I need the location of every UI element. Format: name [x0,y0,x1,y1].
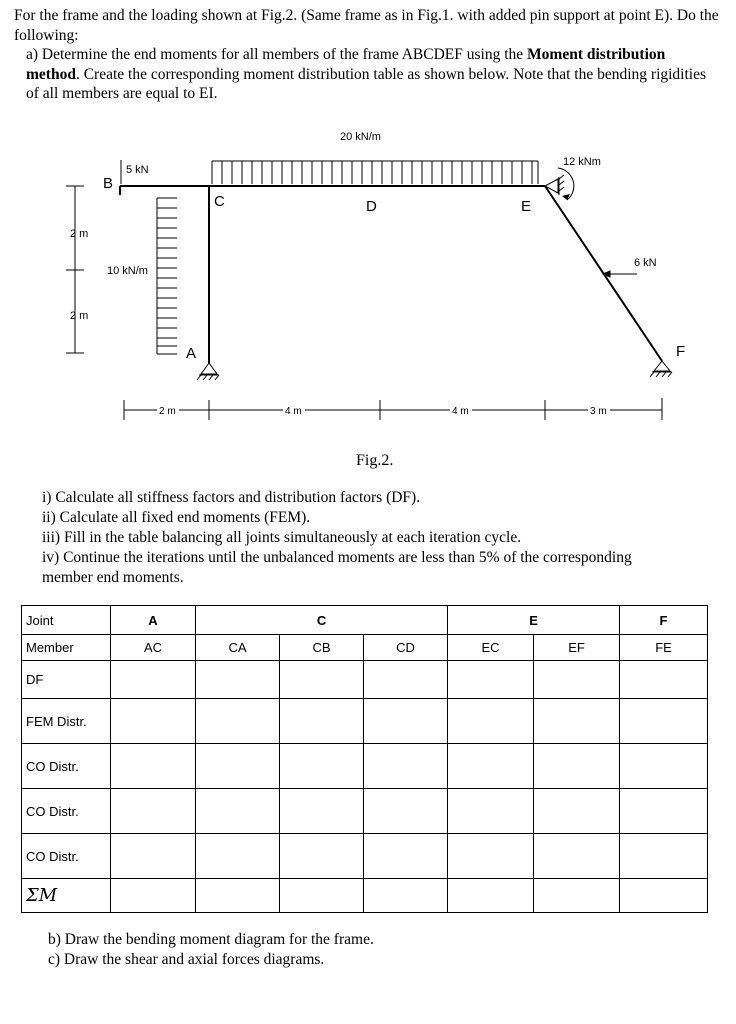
table-row [22,661,708,699]
vertical-dimension [66,186,84,353]
joint-row [22,606,708,635]
table-cell[interactable] [620,879,708,913]
moment-distribution-table [21,605,708,913]
figure-caption: Fig.2. [356,452,394,469]
table-cell[interactable] [280,879,364,913]
table-cell[interactable] [196,744,280,789]
node-label-a: A [186,345,197,362]
table-cell[interactable] [364,834,448,879]
table-cell[interactable] [448,699,534,744]
part-a-rest: . Create the corresponding moment distribution table as shown below. Note that the bending rigidities of all members are equal to EI. [26,65,707,102]
table-cell[interactable] [196,834,280,879]
joint-f: F [620,606,708,635]
label-10kn: 10 kN/m [107,265,148,277]
table-cell[interactable] [196,789,280,834]
part-a-text: a) Determine the end moments for all members of the frame ABCDEF using the [26,46,528,63]
table-cell[interactable] [111,699,196,744]
node-label-e: E [521,198,532,215]
table-cell[interactable] [534,789,620,834]
table-cell[interactable] [111,744,196,789]
part-a [14,45,722,104]
udl-top [212,161,538,184]
table-cell[interactable] [448,789,534,834]
table-cell[interactable] [448,879,534,913]
remaining-tasks [48,930,688,970]
table-cell[interactable] [111,661,196,699]
row-label-fem: FEM Distr. [22,699,111,744]
row-label-co2: CO Distr. [22,789,111,834]
table-cell[interactable] [620,699,708,744]
horizontal-dimension [124,398,662,420]
member-ac: AC [111,635,196,661]
table-cell[interactable] [280,789,364,834]
pin-support-f [650,361,672,377]
table-row [22,744,708,789]
frame-members [120,186,662,363]
label-12knm: 12 kNm [563,156,601,168]
node-label-c: C [214,193,225,210]
row-label-sum: ΣM [22,879,111,913]
task-item: b) Draw the bending moment diagram for the frame. [48,931,374,948]
member-cb: CB [280,635,364,661]
table-cell[interactable] [534,879,620,913]
table-cell[interactable] [280,744,364,789]
dim-label-h3: 4 m [452,406,469,417]
udl-left [157,198,177,354]
frame-figure [0,120,736,480]
table-cell[interactable] [620,834,708,879]
table-cell[interactable] [111,879,196,913]
point-load-6kn [603,271,637,277]
joint-c: C [196,606,448,635]
label-5kn: 5 kN [126,164,149,176]
table-cell[interactable] [364,661,448,699]
instruction-item: i) Calculate all stiffness factors and distribution factors (DF). [42,489,421,506]
row-label-co3: CO Distr. [22,834,111,879]
table-cell[interactable] [196,661,280,699]
table-cell[interactable] [448,834,534,879]
node-label-f: F [676,343,686,360]
table-cell[interactable] [280,834,364,879]
member-fe: FE [620,635,708,661]
table-cell[interactable] [534,699,620,744]
table-cell[interactable] [620,744,708,789]
joint-a: A [111,606,196,635]
table-cell[interactable] [448,744,534,789]
intro-line: For the frame and the loading shown at Fig.2. (Same frame as in Fig.1. with added pin support at point E). Do the following: [14,7,719,44]
member-ec: EC [448,635,534,661]
node-label-b: B [103,175,114,192]
table-cell[interactable] [534,744,620,789]
dim-label-v1: 2 m [70,228,89,240]
table-row [22,789,708,834]
part-a-bold: Moment distribution method [26,46,666,83]
row-label-df: DF [22,661,111,699]
table-cell[interactable] [111,834,196,879]
member-ef: EF [534,635,620,661]
table-cell[interactable] [534,661,620,699]
table-cell[interactable] [196,879,280,913]
table-row [22,879,708,913]
member-label: Member [22,635,111,661]
row-label-co1: CO Distr. [22,744,111,789]
instruction-item: iv) Continue the iterations until the unbalanced moments are less than 5% of the corresponding member end moments. [42,549,632,586]
joint-label: Joint [22,606,111,635]
table-cell[interactable] [111,789,196,834]
table-cell[interactable] [364,879,448,913]
table-cell[interactable] [534,834,620,879]
table-row [22,699,708,744]
dim-label-h4: 3 m [590,406,607,417]
joint-e: E [448,606,620,635]
dim-label-h2: 4 m [285,406,302,417]
table-cell[interactable] [448,661,534,699]
label-20kn: 20 kN/m [340,131,381,143]
table-cell[interactable] [364,789,448,834]
table-cell[interactable] [364,744,448,789]
moment-arrowhead [562,194,570,200]
pin-support-a [197,363,219,380]
dim-label-v2: 2 m [70,310,89,322]
member-cd: CD [364,635,448,661]
table-cell[interactable] [280,661,364,699]
table-row [22,834,708,879]
instruction-item: ii) Calculate all fixed end moments (FEM). [42,509,311,526]
dim-label-h1: 2 m [159,406,176,417]
task-item: c) Draw the shear and axial forces diagrams. [48,951,325,968]
label-6kn: 6 kN [634,257,657,269]
table-cell[interactable] [620,661,708,699]
instruction-list [42,488,682,588]
table-cell[interactable] [620,789,708,834]
member-ca: CA [196,635,280,661]
problem-statement [14,6,722,104]
table-cell[interactable] [280,699,364,744]
table-cell[interactable] [364,699,448,744]
table-cell[interactable] [196,699,280,744]
node-label-d: D [366,198,377,215]
instruction-item: iii) Fill in the table balancing all joints simultaneously at each iteration cycle. [42,529,522,546]
member-row [22,635,708,661]
